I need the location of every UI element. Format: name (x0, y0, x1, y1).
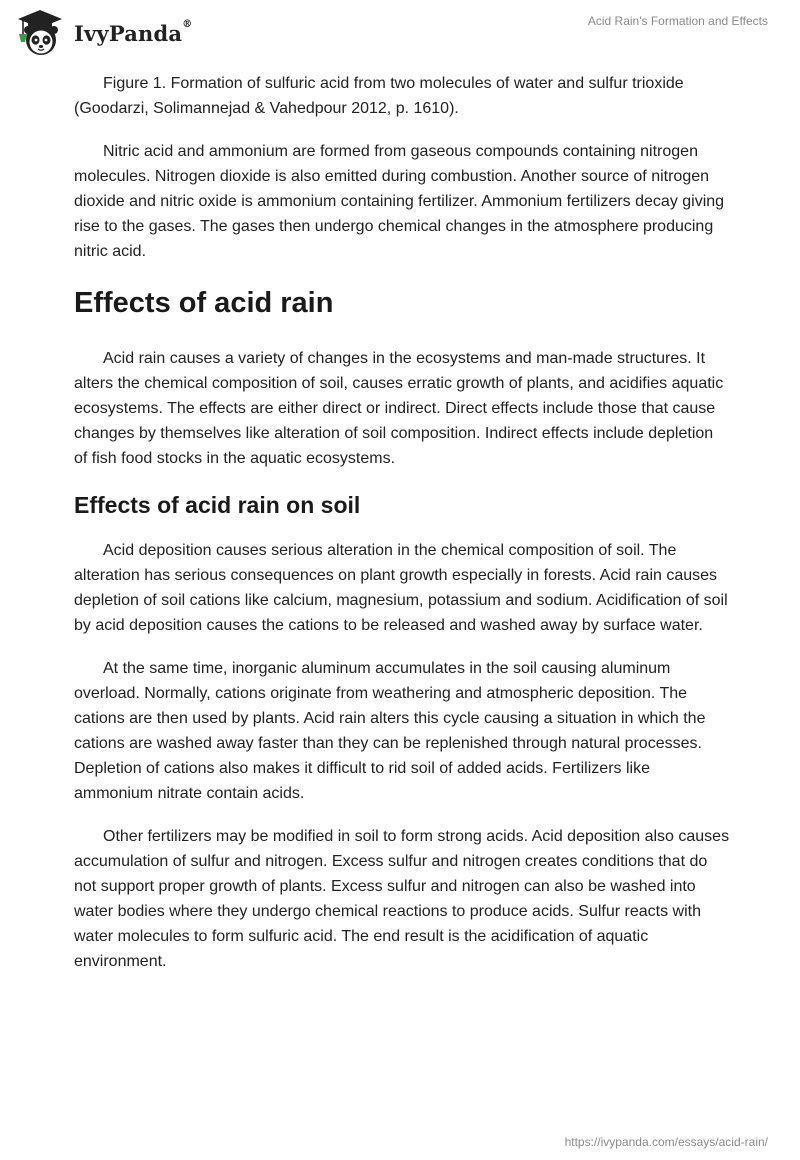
essay-content (74, 71, 730, 992)
brand-name-text: IvyPanda (74, 20, 183, 46)
paragraph-soil-3: Other fertilizers may be modified in soil to form strong acids. Acid deposition also causes accumulation of sulfur and nitrogen. Excess sulfur and nitrogen creates conditions that do not support proper growth of plants. Excess sulfur and nitrogen can also be washed into water bodies where they undergo chemical reactions to produce acids. Sulfur reacts with water molecules to form sulfuric acid. The end result is the acidification of aquatic environment. (74, 828, 730, 970)
page-header (0, 0, 800, 64)
paragraph-soil-2: At the same time, inorganic aluminum accumulates in the soil causing aluminum overload. Normally, cations originate from weathering and atmospheric deposition. The cations are then used by plants. Acid rain alters this cycle causing a situation in which the cations are washed away faster than they can be replenished through natural processes. Depletion of cations also makes it difficult to rid soil of added acids. Fertilizers like ammonium nitrate contain acids. (74, 660, 706, 802)
panda-graduate-icon (14, 8, 66, 58)
brand-logo-link[interactable] (14, 8, 192, 58)
brand-name (74, 18, 193, 46)
document-title: Acid Rain's Formation and Effects (587, 14, 768, 28)
heading-effects-on-soil: Effects of acid rain on soil (74, 492, 361, 518)
figure-caption: Figure 1. Formation of sulfuric acid from two molecules of water and sulfur trioxide (Goodarzi, Solimannejad & Vahedpour 2012, p. 1610). (74, 75, 684, 117)
paragraph-nitric-acid: Nitric acid and ammonium are formed from gaseous compounds containing nitrogen molecules. Nitrogen dioxide is also emitted during combustion. Another source of nitrogen dioxide and nitric oxide is ammonium containing fertilizer. Ammonium fertilizers decay giving rise to the gases. The gases then undergo chemical changes in the atmosphere producing nitric acid. (74, 143, 725, 260)
registered-mark: ® (182, 18, 193, 30)
paragraph-soil-1: Acid deposition causes serious alteration in the chemical composition of soil. The alteration has serious consequences on plant growth especially in forests. Acid rain causes depletion of soil cations like calcium, magnesium, potassium and sodium. Acidification of soil by acid deposition causes the cations to be released and washed away by surface water. (74, 542, 728, 634)
heading-effects-of-acid-rain: Effects of acid rain (74, 287, 334, 319)
paragraph-effects: Acid rain causes a variety of changes in the ecosystems and man-made structures. It alters the chemical composition of soil, causes erratic growth of plants, and acidifies aquatic ecosystems. The effects are either direct or indirect. Direct effects include those that cause changes by themselves like alteration of soil composition. Indirect effects include depletion of fish food stocks in the aquatic ecosystems. (74, 350, 724, 467)
source-url-link[interactable]: https://ivypanda.com/essays/acid-rain/ (564, 1135, 768, 1149)
